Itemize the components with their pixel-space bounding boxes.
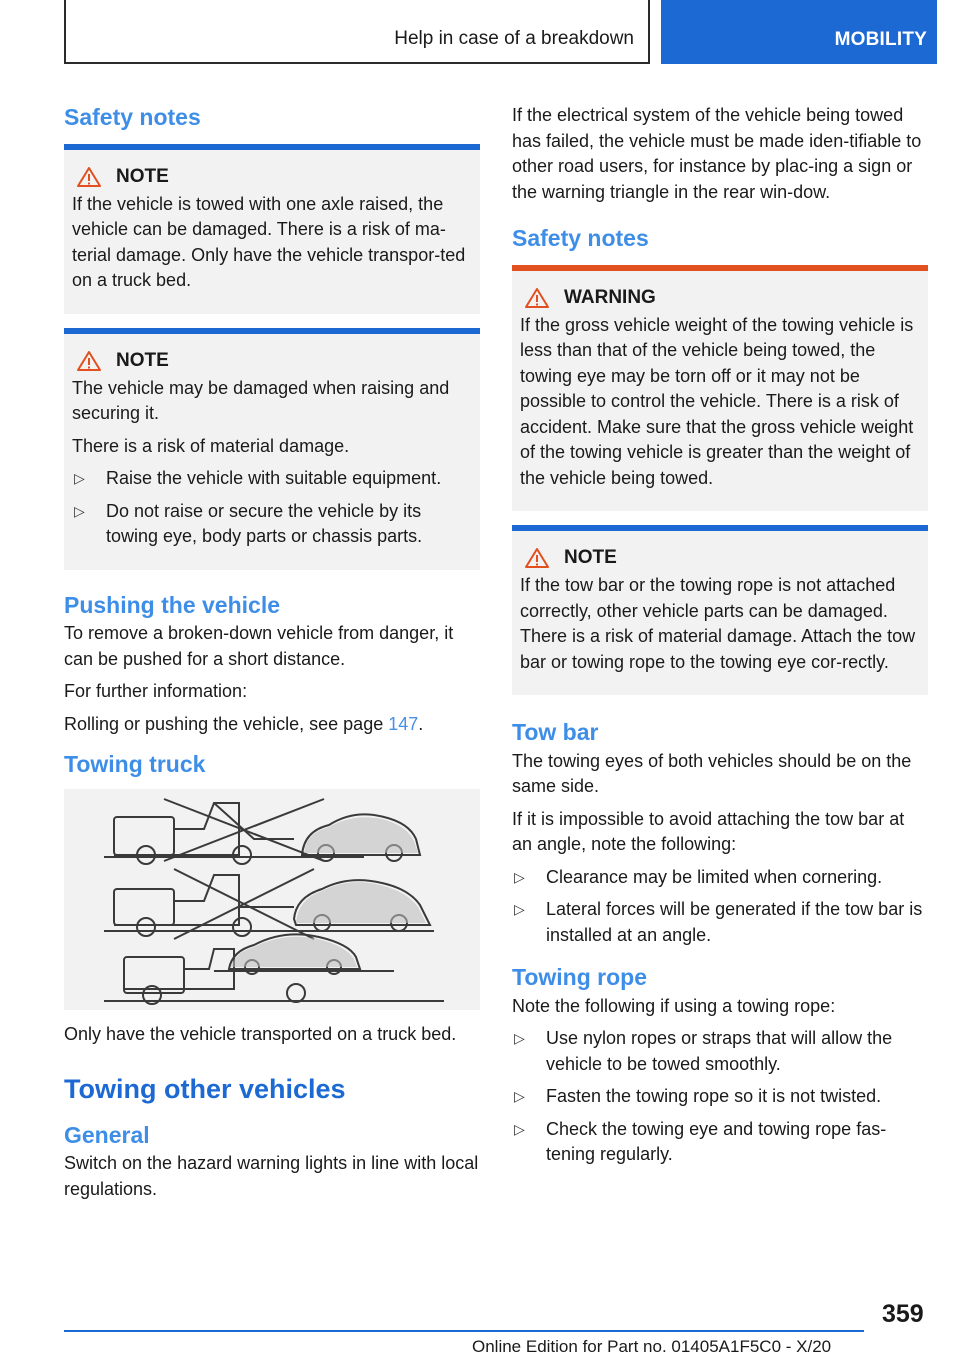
note-box-raising <box>64 328 480 570</box>
pushing-reference: Rolling or pushing the vehicle, see page 147. <box>64 713 424 734</box>
note-text: The vehicle may be damaged when raising and securing it. <box>72 377 450 424</box>
pushing-heading: Pushing the vehicle <box>64 591 280 618</box>
warning-text: If the gross vehicle weight of the towing vehicle is less than that of the vehicle being towed, the towing eye may be torn off or it may not be possible to control the vehicle. There is a risk of accident. Make sure that the gross vehicle weight of the towing vehicle is greater than the weight of the vehicle being towed. <box>520 314 914 488</box>
list-item: ▷ Fasten the towing rope so it is not twisted. <box>512 1084 928 1110</box>
triangle-bullet-icon: ▷ <box>514 1088 525 1105</box>
warning-header <box>520 287 920 309</box>
note-text: There is a risk of material damage. <box>72 435 350 456</box>
note-box-towbar <box>512 525 928 695</box>
warning-triangle-icon <box>524 547 550 569</box>
towing-rope-heading: Towing rope <box>512 964 648 991</box>
towing-rope-text: Note the following if using a towing rope: <box>512 995 836 1016</box>
safety-notes-heading: Safety notes <box>64 104 201 130</box>
header-chapter-label: MOBILITY <box>834 29 927 50</box>
triangle-bullet-icon: ▷ <box>514 868 525 885</box>
triangle-bullet-icon: ▷ <box>514 901 525 918</box>
towing-truck-heading: Towing truck <box>64 751 206 778</box>
header-chapter-tab <box>661 0 937 64</box>
list-item: ▷ Do not raise or secure the vehicle by its towing eye, body parts or chassis parts. <box>74 500 423 547</box>
header-section-title: Help in case of a breakdown <box>394 28 634 49</box>
towing-rope-list <box>512 1026 928 1168</box>
note-box-axle <box>64 144 480 314</box>
note-label: NOTE <box>116 349 169 371</box>
note-label: NOTE <box>564 547 617 569</box>
footer-divider <box>64 1330 864 1332</box>
list-item: ▷ Check the towing eye and towing rope fas-tening regularly. <box>514 1118 887 1165</box>
note-text: If the vehicle is towed with one axle raised, the vehicle can be damaged. There is a risk of ma-terial damage. Only have the vehicle transpor-ted on a truck bed. <box>72 193 466 291</box>
note-bullet-list <box>72 466 472 550</box>
page-link[interactable]: 147 <box>388 713 419 734</box>
left-column <box>64 100 480 1209</box>
warning-triangle-icon <box>76 350 102 372</box>
edition-note: Online Edition for Part no. 01405A1F5C0 - X/20 <box>472 1337 832 1356</box>
note-label: NOTE <box>116 165 169 187</box>
towing-other-heading: Towing other vehicles <box>64 1074 346 1105</box>
pushing-text: To remove a broken-down vehicle from danger, it can be pushed for a short distance. <box>64 623 454 669</box>
warning-triangle-icon <box>524 287 550 309</box>
warning-label: WARNING <box>564 286 656 308</box>
note-header <box>72 350 472 372</box>
list-item: ▷ Lateral forces will be generated if the tow bar is installed at an angle. <box>514 899 923 945</box>
tow-bar-text: If it is impossible to avoid attaching the tow bar at an angle, note the following: <box>512 808 905 855</box>
note-header <box>72 166 472 188</box>
pushing-further-info: For further information: <box>64 681 248 702</box>
note-header <box>520 547 920 569</box>
warning-box-weight <box>512 265 928 512</box>
safety-notes-heading: Safety notes <box>512 225 649 251</box>
general-text: Switch on the hazard warning lights in line with local regulations. <box>64 1153 479 1199</box>
header-section-box <box>64 0 650 64</box>
triangle-bullet-icon: ▷ <box>514 1120 525 1137</box>
triangle-bullet-icon: ▷ <box>74 502 85 519</box>
tow-bar-heading: Tow bar <box>512 719 599 746</box>
right-column <box>512 103 928 1175</box>
triangle-bullet-icon: ▷ <box>74 470 85 487</box>
page-number: 359 <box>882 1300 924 1328</box>
towing-truck-caption: Only have the vehicle transported on a truck bed. <box>64 1023 457 1044</box>
warning-triangle-icon <box>76 166 102 188</box>
note-text: If the tow bar or the towing rope is not attached correctly, other vehicle parts can be damaged. There is a risk of material damage. Attach the tow bar or towing rope to the towing eye cor-rectly. <box>520 575 916 672</box>
list-item: ▷ Raise the vehicle with suitable equipment. <box>72 466 472 492</box>
tow-bar-text: The towing eyes of both vehicles should be on the same side. <box>512 750 912 797</box>
towing-truck-drawing <box>64 789 480 1010</box>
tow-bar-list <box>512 865 928 949</box>
triangle-bullet-icon: ▷ <box>514 1030 525 1047</box>
towing-truck-illustration <box>64 789 480 1010</box>
list-item: ▷ Clearance may be limited when cornering. <box>512 865 928 891</box>
list-item: ▷ Use nylon ropes or straps that will allow the vehicle to be towed smoothly. <box>514 1028 893 1074</box>
general-heading: General <box>64 1121 150 1148</box>
intro-text: If the electrical system of the vehicle being towed has failed, the vehicle must be made iden-tifiable to other road users, for instance by plac-ing a sign or the warning triangle in the rear win-dow. <box>512 105 922 202</box>
